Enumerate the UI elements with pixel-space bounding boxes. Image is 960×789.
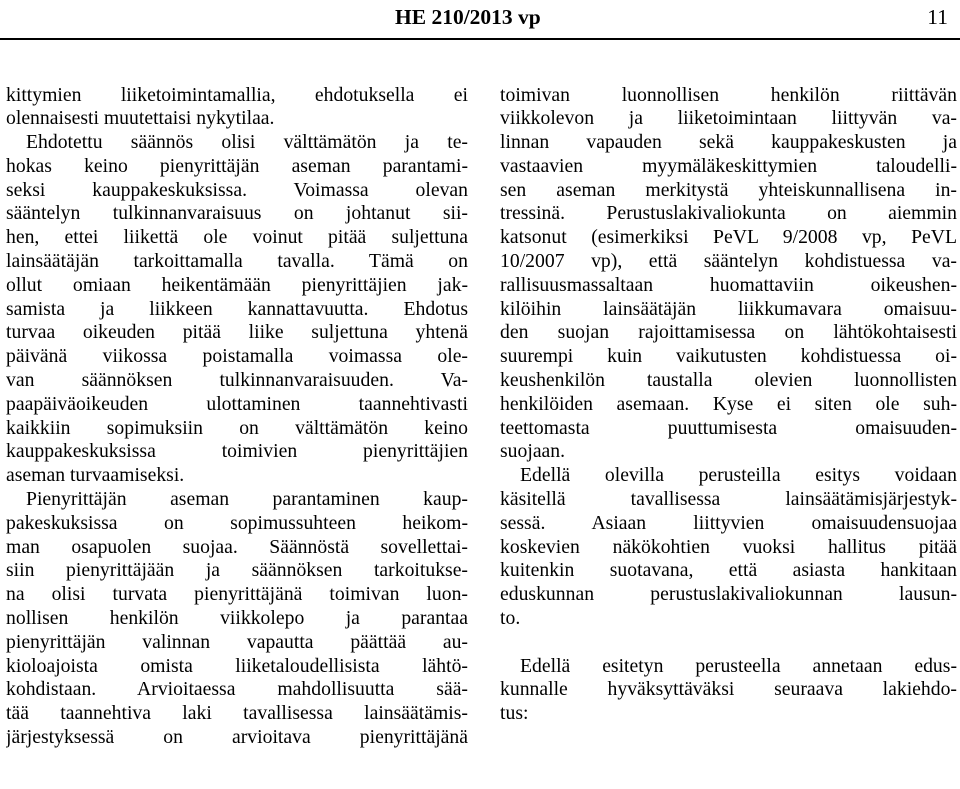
- text-line: rallisuusmassaltaan huomattaviin oikeushen-: [500, 273, 957, 296]
- text-line: Edellä esitetyn perusteella annetaan edus-: [520, 654, 957, 677]
- document-id: HE 210/2013 vp: [395, 5, 541, 29]
- text-line: käsitellä tavallisessa lainsäätämisjärjestyk-: [500, 488, 957, 511]
- text-line: kauppakeskuksissa toimivien pienyrittäjien: [6, 440, 468, 463]
- text-line: kohdistaan. Arvioitaessa mahdollisuutta sää-: [6, 678, 468, 701]
- text-line: koskevien näkökohtien vuoksi hallitus pitää: [500, 535, 957, 558]
- text-line: man osapuolen suojaa. Säännöstä sovellettai-: [6, 535, 468, 558]
- text-line: sääntelyn tulkinnanvaraisuus on johtanut sii-: [6, 202, 468, 225]
- text-line: lainsäätäjän tarkoittamalla tavalla. Tämä on: [6, 250, 468, 273]
- text-line: suojaan.: [500, 440, 566, 463]
- text-line: paapäiväoikeuden ulottaminen taannehtivasti: [6, 392, 468, 415]
- text-line: den suojan rajoittamisessa on lähtökohtaisesti: [500, 321, 957, 344]
- text-line: Pienyrittäjän aseman parantaminen kaup-: [26, 488, 468, 511]
- text-line: olennaisesti muutettaisi nykytilaa.: [6, 107, 275, 130]
- text-line: 10/2007 vp), että sääntelyn kohdistuessa va-: [500, 250, 957, 273]
- header-rule: [0, 38, 960, 40]
- text-line: toimivan luonnollisen henkilön riittävän: [500, 83, 957, 106]
- text-line: viikkolevon ja liiketoimintaan liittyvän va-: [500, 107, 957, 130]
- text-line: henkilöiden asemaan. Kyse ei siten ole suh-: [500, 392, 957, 415]
- text-line: pakeskuksissa on sopimussuhteen heikom-: [6, 511, 468, 534]
- text-line: to.: [500, 607, 521, 630]
- text-line: sessä. Asiaan liittyvien omaisuudensuojaa: [500, 511, 957, 534]
- text-line: hokas keino pienyrittäjän aseman parantami-: [6, 154, 468, 177]
- right-column: [500, 84, 957, 727]
- text-line: ollut omiaan heikentämään pienyrittäjien jak-: [6, 273, 468, 296]
- text-line: samista ja liikkeen kannattavuutta. Ehdotus: [6, 297, 468, 320]
- text-line: sen aseman merkitystä yhteiskunnallisena in-: [500, 178, 957, 201]
- left-column: [6, 84, 468, 750]
- text-line: seksi kauppakeskuksissa. Voimassa olevan: [6, 178, 468, 201]
- text-line: kioloajoista omista liiketaloudellisista lähtö-: [6, 654, 468, 677]
- text-line: tää taannehtiva laki tavallisessa lainsäätämis-: [6, 702, 468, 725]
- text-line: turvaa oikeuden pitää liike suljettuna yhtenä: [6, 321, 468, 344]
- text-line: na olisi turvata pienyrittäjänä toimivan luon-: [6, 583, 468, 606]
- text-line: teettomasta puuttumisesta omaisuuden-: [500, 416, 957, 439]
- text-line: keushenkilön taustalla olevien luonnollisten: [500, 369, 957, 392]
- text-line: kaikkiin sopimuksiin on välttämätön keino: [6, 416, 468, 439]
- text-line: katsonut (esimerkiksi PeVL 9/2008 vp, PeVL: [500, 226, 957, 249]
- text-line: Edellä olevilla perusteilla esitys voidaan: [520, 464, 957, 487]
- text-line: siin pienyrittäjään ja säännöksen tarkoitukse-: [6, 559, 468, 582]
- text-line: kunnalle hyväksyttäväksi seuraava lakiehdo-: [500, 678, 957, 701]
- text-line: tressinä. Perustuslakivaliokunta on aiemmin: [500, 202, 957, 225]
- text-line: tus:: [500, 702, 529, 725]
- text-line: vastaavien myymäläkeskittymien taloudelli-: [500, 154, 957, 177]
- text-line: järjestyksessä on arvioitava pienyrittäjänä: [6, 726, 468, 749]
- text-line: kittymien liiketoimintamallia, ehdotuksella ei: [6, 83, 468, 106]
- text-line: eduskunnan perustuslakivaliokunnan lausun-: [500, 583, 957, 606]
- text-line: kilöihin lainsäätäjän liikkumavara omaisuu-: [500, 297, 957, 320]
- page-number: 11: [927, 5, 948, 29]
- text-line: van säännöksen tulkinnanvaraisuuden. Va-: [6, 369, 468, 392]
- text-line: Ehdotettu säännös olisi välttämätön ja te-: [26, 131, 468, 154]
- text-line: aseman turvaamiseksi.: [6, 464, 185, 487]
- text-line: hen, ettei liikettä ole voinut pitää suljettuna: [6, 226, 468, 249]
- paragraph-gap: [500, 631, 957, 655]
- text-line: pienyrittäjän valinnan vapautta päättää au-: [6, 630, 468, 653]
- text-line: nollisen henkilön viikkolepo ja parantaa: [6, 607, 468, 630]
- text-line: suurempi kuin vaikutusten kohdistuessa oi-: [500, 345, 957, 368]
- page-header: [0, 0, 960, 40]
- text-line: kuitenkin suotavana, että asiasta hankitaan: [500, 559, 957, 582]
- text-line: päivänä viikossa poistamalla voimassa ole-: [6, 345, 468, 368]
- text-line: linnan vapauden sekä kauppakeskusten ja: [500, 131, 957, 154]
